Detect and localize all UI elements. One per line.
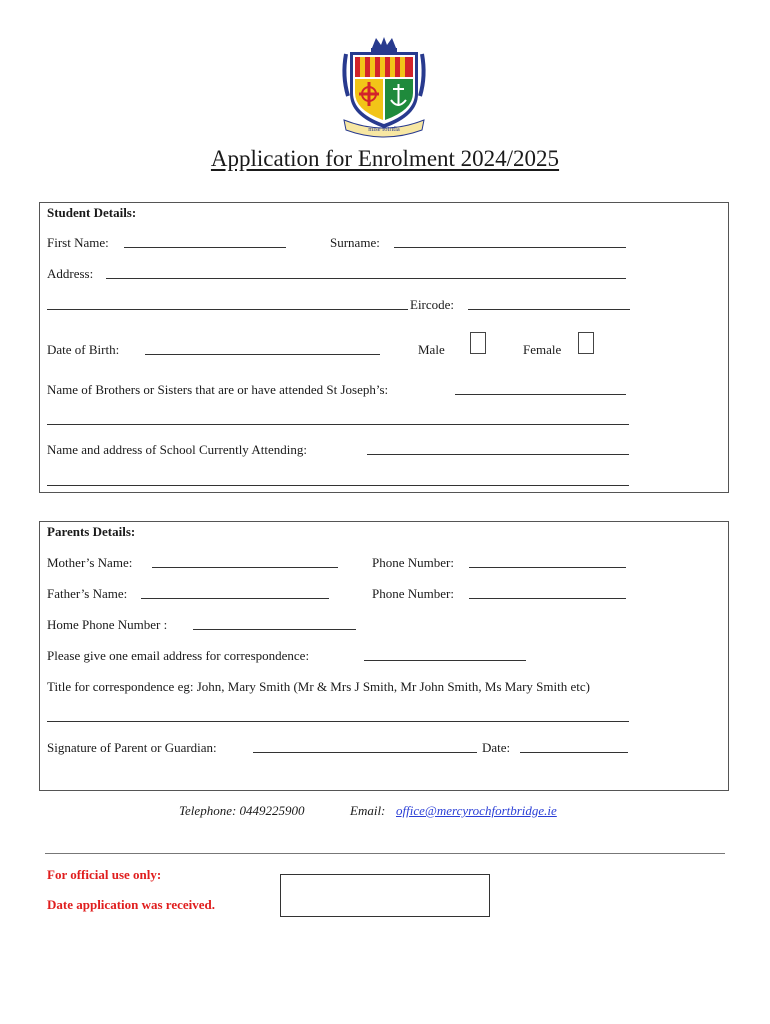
male-label: Male <box>418 342 445 357</box>
mothers-phone-label: Phone Number: <box>372 555 454 570</box>
current-school-field[interactable] <box>367 454 629 455</box>
signature-label: Signature of Parent or Guardian: <box>47 740 217 755</box>
address-field[interactable] <box>106 278 626 279</box>
siblings-field[interactable] <box>455 394 626 395</box>
date-of-birth-field[interactable] <box>145 354 380 355</box>
first-name-field[interactable] <box>124 247 286 248</box>
home-phone-field[interactable] <box>193 629 356 630</box>
female-label: Female <box>523 342 562 357</box>
address-label: Address: <box>47 266 94 281</box>
svg-text:mise foirit́la: mise foirit́la <box>368 126 400 133</box>
parents-details-heading: Parents Details: <box>47 524 136 539</box>
surname-field[interactable] <box>394 247 626 248</box>
student-details-heading: Student Details: <box>47 205 137 220</box>
female-checkbox[interactable] <box>578 332 594 354</box>
eircode-field[interactable] <box>468 309 630 310</box>
mothers-phone-field[interactable] <box>469 567 626 568</box>
official-use-box[interactable] <box>280 874 490 917</box>
divider <box>45 853 725 854</box>
correspondence-title-field[interactable] <box>47 721 629 722</box>
email-label-text: Email: <box>350 803 386 818</box>
signature-field[interactable] <box>253 752 477 753</box>
official-use-label: For official use only: <box>47 867 162 882</box>
current-school-label: Name and address of School Currently Attending: <box>47 442 307 457</box>
fathers-name-label: Father’s Name: <box>47 586 128 601</box>
school-crest-logo <box>338 36 430 138</box>
email-link[interactable]: office@mercyrochfortbridge.ie <box>396 803 557 818</box>
fathers-phone-field[interactable] <box>469 598 626 599</box>
date-of-birth-label: Date of Birth: <box>47 342 120 357</box>
form-title: Application for Enrolment 2024/2025 <box>210 146 560 171</box>
email-label: Please give one email address for correspondence: <box>47 648 310 663</box>
fathers-name-field[interactable] <box>141 598 329 599</box>
fathers-phone-label: Phone Number: <box>372 586 454 601</box>
mothers-name-field[interactable] <box>152 567 338 568</box>
address-line-2-field[interactable] <box>47 309 408 310</box>
male-checkbox[interactable] <box>470 332 486 354</box>
home-phone-label: Home Phone Number : <box>47 617 168 632</box>
correspondence-title-label: Title for correspondence eg: John, Mary Smith (Mr & Mrs J Smith, Mr John Smith, Ms Mary Smith etc) <box>47 679 590 694</box>
first-name-label: First Name: <box>47 235 109 250</box>
date-field[interactable] <box>520 752 628 753</box>
current-school-line-2-field[interactable] <box>47 485 629 486</box>
siblings-line-2-field[interactable] <box>47 424 629 425</box>
mothers-name-label: Mother’s Name: <box>47 555 133 570</box>
siblings-label: Name of Brothers or Sisters that are or have attended St Joseph’s: <box>47 382 389 397</box>
surname-label: Surname: <box>330 235 380 250</box>
eircode-label: Eircode: <box>410 297 455 312</box>
email-field[interactable] <box>364 660 526 661</box>
date-label: Date: <box>482 740 511 755</box>
date-received-label: Date application was received. <box>47 897 216 912</box>
telephone-text: Telephone: 0449225900 <box>179 803 305 818</box>
